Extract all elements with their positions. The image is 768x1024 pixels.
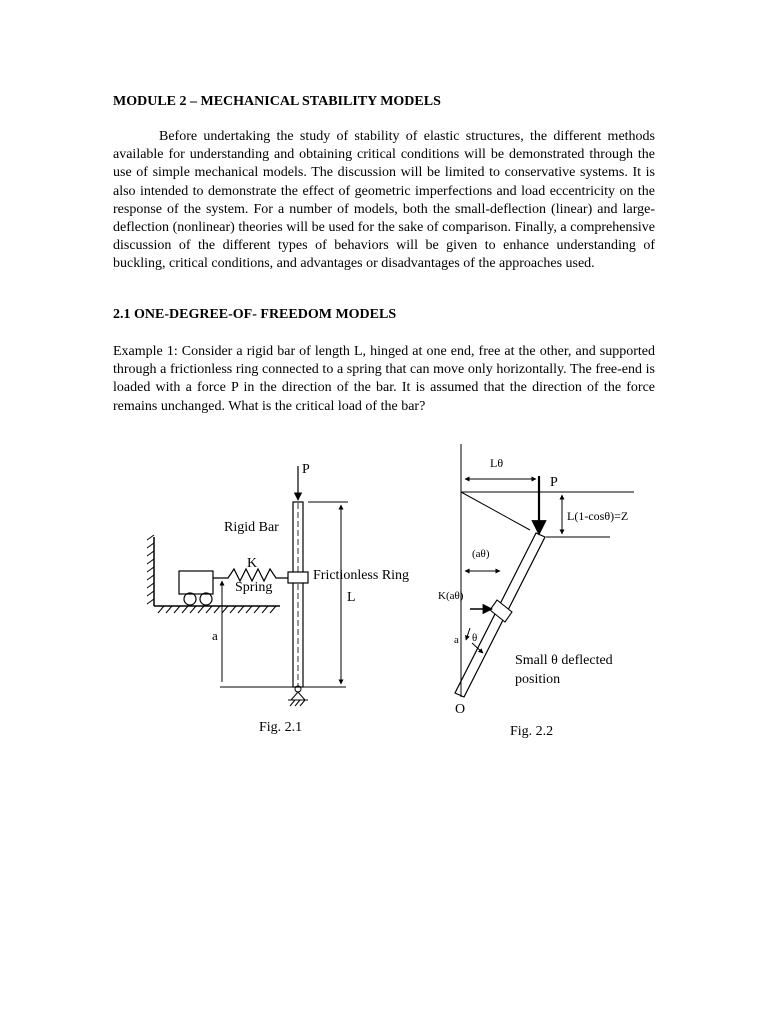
cart — [179, 571, 213, 605]
deflected-label-line1: Small θ deflected — [515, 653, 613, 668]
wall — [147, 535, 154, 606]
ground — [154, 606, 280, 613]
z-label: L(1-cosθ)=Z — [567, 509, 629, 523]
fig2-load-label: P — [550, 475, 558, 490]
example-paragraph: Example 1: Consider a rigid bar of length L, hinged at one end, free at the other, and supported through a frictionless ring connected to a spring that can move only horizontally. The free-end is loaded with a force P in the direction of the bar. It is assumed that the direction of the force remains unchanged. What is the critical load of the bar? — [113, 344, 655, 414]
a-label: a — [212, 628, 218, 643]
spring-label: Spring — [235, 580, 273, 595]
fig2-ring — [490, 600, 512, 622]
spring-k-label: K — [247, 556, 258, 571]
fig1-load-label: P — [302, 462, 310, 477]
origin-label: O — [455, 702, 466, 717]
a-arrow — [466, 628, 470, 640]
a-theta-label: (aθ) — [472, 548, 490, 560]
theta-arrow — [472, 643, 483, 653]
section-heading: 2.1 ONE-DEGREE-OF- FREEDOM MODELS — [113, 307, 397, 322]
l-theta-label: Lθ — [490, 456, 504, 470]
figure-2-2 — [438, 444, 634, 739]
figure-2-1 — [147, 462, 409, 735]
hinge — [288, 686, 308, 706]
k-a-theta-label: K(aθ) — [438, 590, 464, 602]
deflected-label-line2: position — [515, 672, 561, 687]
fig2-caption: Fig. 2.2 — [510, 724, 554, 739]
fig1-caption: Fig. 2.1 — [259, 720, 303, 735]
rigid-bar — [293, 502, 303, 687]
module-heading: MODULE 2 – MECHANICAL STABILITY MODELS — [113, 94, 441, 109]
diagonal-line — [461, 492, 530, 530]
rigid-bar-label: Rigid Bar — [224, 520, 279, 535]
ring-label: Frictionless Ring — [313, 568, 410, 583]
intro-paragraph: Before undertaking the study of stability of elastic structures, the different methods available for understanding and obtaining critical conditions will be demonstrated through the use of simple mechanical models. The discussion will be limited to conservative systems. It is also intended to demonstrate the effect of geometric imperfections and load eccentricity on the response of the system. For a number of models, both the small-deflection (linear) and large-deflection (nonlinear) theories will be used for the sake of comparison. Finally, a comprehensive discussion of the different types of behaviors will be given to enhance understanding of buckling, critical conditions, and advantages or disadvantages of the approaches used. — [113, 129, 655, 272]
theta-label: θ — [472, 632, 478, 644]
fig2-a-label: a — [454, 634, 459, 646]
length-label: L — [347, 590, 356, 605]
frictionless-ring — [288, 572, 308, 583]
